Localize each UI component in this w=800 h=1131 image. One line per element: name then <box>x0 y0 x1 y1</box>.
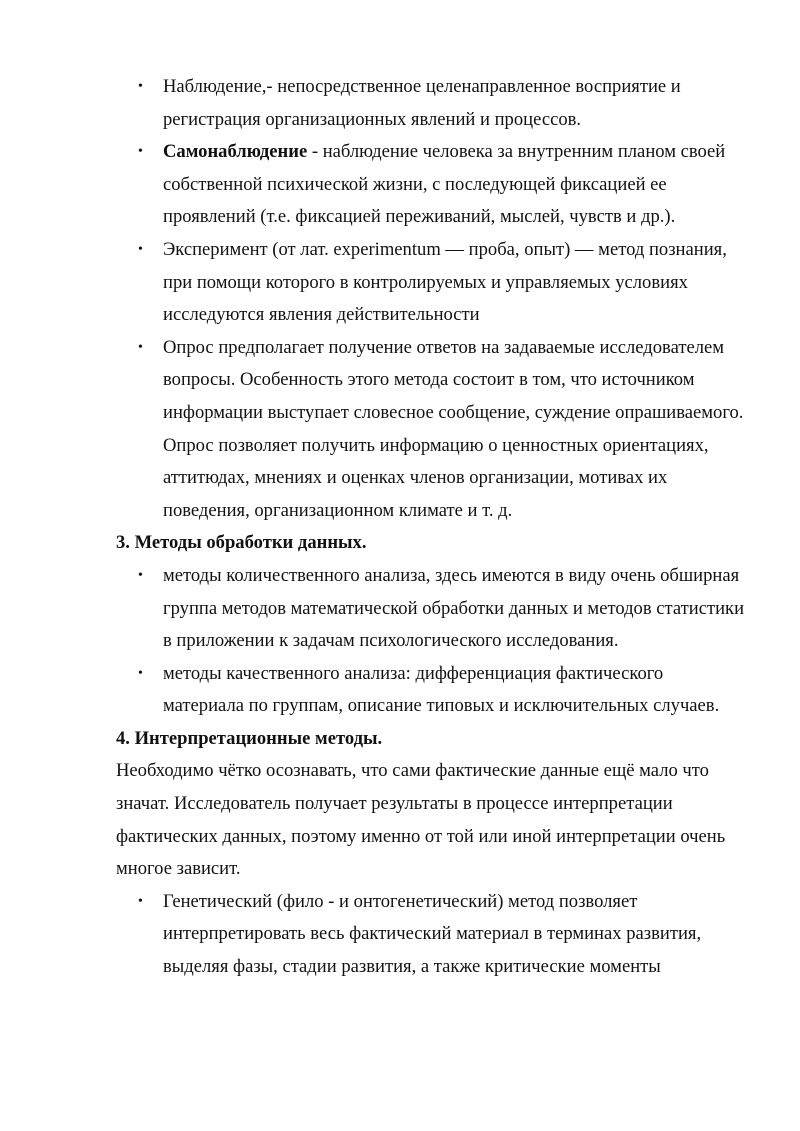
bullet-icon: • <box>138 339 143 355</box>
list-item-text: Генетический (фило - и онтогенетический) метод позволяет интерпретировать весь фактический материал в терминах развития, выделяя фазы, стадии развития, а также критические моменты <box>163 890 702 978</box>
bullet-icon: • <box>138 893 143 909</box>
list-item-text: Эксперимент (от лат. experimentum — проба, опыт) — метод познания, при помощи которого в контролируемых и управляемых условиях исследуются явления действительности <box>163 238 727 326</box>
bullet-icon: • <box>138 567 143 583</box>
list-item-term: Самонаблюдение <box>163 141 308 163</box>
section-heading: 4. Интерпретационные методы. <box>116 727 383 749</box>
list-item <box>116 886 746 984</box>
methods-list <box>116 71 746 527</box>
list-item <box>116 234 746 332</box>
interpretation-list <box>116 886 746 984</box>
list-item-text: методы качественного анализа: дифференциация фактического материала по группам, описание типовых и исключительных случаев. <box>163 662 720 717</box>
section-heading: 3. Методы обработки данных. <box>116 532 367 554</box>
document-body <box>116 71 746 984</box>
body-paragraph: Необходимо чётко осознавать, что сами фактические данные ещё мало что значат. Исследователь получает результаты в процессе интерпретации фактических данных, поэтому именно от той или иной интерпретации очень многое зависит. <box>116 760 726 880</box>
list-item-text: Наблюдение,- непосредственное целенаправленное восприятие и регистрация организационных явлений и процессов. <box>163 76 681 130</box>
list-item <box>116 658 746 723</box>
list-item <box>116 136 746 234</box>
list-item <box>116 560 746 658</box>
list-item-text: - наблюдение человека за внутренним планом своей собственной психической жизни, с последующей фиксацией ее проявлений (т.е. фиксацией переживаний, мыслей, чувств и др.). <box>163 141 726 228</box>
list-item-text: методы количественного анализа, здесь имеются в виду очень обширная группа методов математической обработки данных и методов статистики в приложении к задачам психологического исследования. <box>163 564 745 652</box>
bullet-icon: • <box>138 144 143 160</box>
bullet-icon: • <box>138 79 143 94</box>
list-item-text: Опрос предполагает получение ответов на задаваемые исследователем вопросы. Особенность этого метода состоит в том, что источником информации выступает словесное сообщение, суждение опрашиваемого. Опрос позволяет получить информацию о ценностных ориентациях, аттитюдах, мнениях и оценках членов организации, мотивах их поведения, организационном климате и т. д. <box>163 336 744 521</box>
bullet-icon: • <box>138 665 143 681</box>
data-processing-list <box>116 560 746 723</box>
bullet-icon: • <box>138 241 143 257</box>
list-item <box>116 71 746 136</box>
list-item <box>116 332 746 528</box>
